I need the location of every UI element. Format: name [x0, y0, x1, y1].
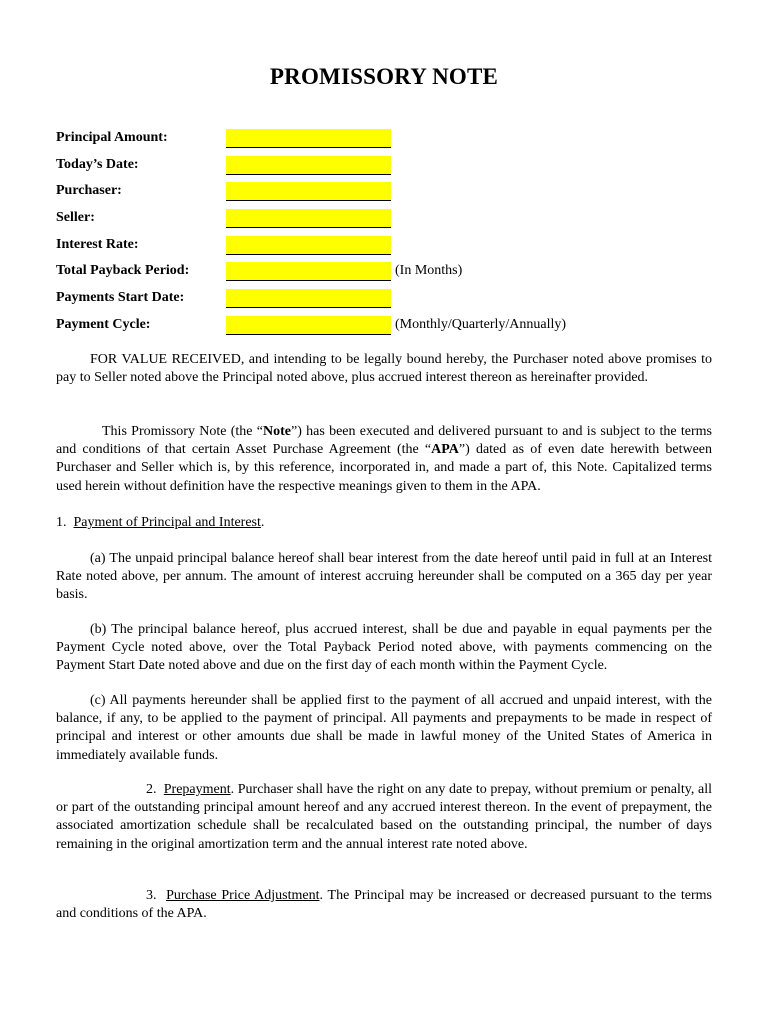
field-label: Interest Rate: — [56, 236, 139, 252]
field-todays-date — [56, 155, 716, 182]
field-payment-cycle — [56, 315, 716, 342]
paragraph-1a: (a) The unpaid principal balance hereof shall bear interest from the date hereof until paid in full at an Interest Rate noted above, per annum. The amount of interest accruing hereunder shall be computed on a 365 day per year basis. — [56, 551, 712, 603]
paragraph-1b: (b) The principal balance hereof, plus accrued interest, shall be due and payable in equal payments per the Payment Cycle noted above, over the Total Payback Period noted above, with payments commencing on the Payment Start Date noted above and due on the first day of each month within the Payment Cycle. — [56, 622, 712, 674]
field-label: Payments Start Date: — [56, 290, 185, 306]
paragraph-text: . Purchaser shall have the right on any date to prepay, without premium or penalty, all or part of the outstanding principal amount hereof and any accrued interest thereon. In the event of prepayment, the associated amortization schedule shall be recalculated based on the outstanding principal, the number of days remaining in the original amortization term and the annual interest rate noted above. — [56, 782, 712, 852]
defined-term-apa: APA — [431, 442, 459, 458]
field-label: Purchaser: — [56, 183, 122, 199]
payments-start-date-input[interactable] — [226, 289, 391, 308]
section-title: Payment of Principal and Interest — [73, 515, 261, 530]
field-suffix: (Monthly/Quarterly/Annually) — [395, 316, 567, 332]
paragraph-text: This Promissory Note (the “ — [102, 424, 263, 439]
paragraph-for-value-received: FOR VALUE RECEIVED, and intending to be legally bound hereby, the Purchaser noted above promises to pay to Seller noted above the Principal noted above, plus accrued interest thereon as hereinafter provided. — [56, 352, 712, 386]
field-total-payback-period — [56, 261, 716, 288]
purchaser-input[interactable] — [226, 182, 391, 201]
seller-input[interactable] — [226, 209, 391, 228]
document-title: PROMISSORY NOTE — [269, 64, 499, 89]
field-principal-amount — [56, 128, 716, 155]
field-payments-start-date — [56, 288, 716, 315]
paragraph-promissory-note — [56, 423, 712, 496]
section-2-prepayment — [56, 781, 712, 854]
defined-term-note: Note — [262, 424, 291, 439]
section-3-purchase-price-adjustment — [56, 887, 712, 923]
paragraph-text: . The Principal may be increased or decreased pursuant to the terms and conditions of the APA. — [56, 888, 713, 922]
field-label: Payment Cycle: — [56, 316, 151, 332]
paragraph-text: ”) dated as of even date herewith between Purchaser and Seller which is, by this reference, incorporated in, and made a part of, this Note. Capitalized terms used herein without definition have the respective meanings given to them in the APA. — [56, 442, 713, 494]
field-label: Principal Amount: — [56, 130, 168, 145]
fields-block — [56, 128, 716, 342]
field-label: Total Payback Period: — [56, 263, 190, 279]
field-suffix: (In Months) — [395, 263, 463, 279]
todays-date-input[interactable] — [226, 156, 391, 175]
total-payback-period-input[interactable] — [226, 262, 391, 281]
paragraph-1c: (c) All payments hereunder shall be applied first to the payment of all accrued and unpaid interest, with the balance, if any, to be applied to the payment of principal. All payments and prepayments to be made in respect of principal and interest or other amounts due shall be made in lawful money of the United States of America in immediately available funds. — [56, 693, 712, 763]
field-seller — [56, 208, 716, 235]
section-title: Prepayment — [163, 782, 231, 797]
payment-cycle-input[interactable] — [226, 316, 391, 335]
field-label: Seller: — [56, 210, 95, 226]
section-number: 3. — [146, 888, 157, 903]
section-number: 1. — [56, 515, 67, 530]
section-title: Purchase Price Adjustment — [166, 888, 320, 903]
field-label: Today’s Date: — [56, 156, 139, 172]
field-interest-rate — [56, 235, 716, 262]
principal-amount-input[interactable] — [226, 129, 391, 148]
interest-rate-input[interactable] — [226, 236, 391, 255]
section-period: . — [260, 515, 265, 530]
section-number: 2. — [146, 782, 157, 797]
field-purchaser — [56, 181, 716, 208]
section-1-heading — [56, 514, 712, 532]
paragraph-text: ”) has been executed and delivered pursuant to and is subject to the terms and conditions of that certain Asset Purchase Agreement (the “ — [56, 424, 712, 458]
